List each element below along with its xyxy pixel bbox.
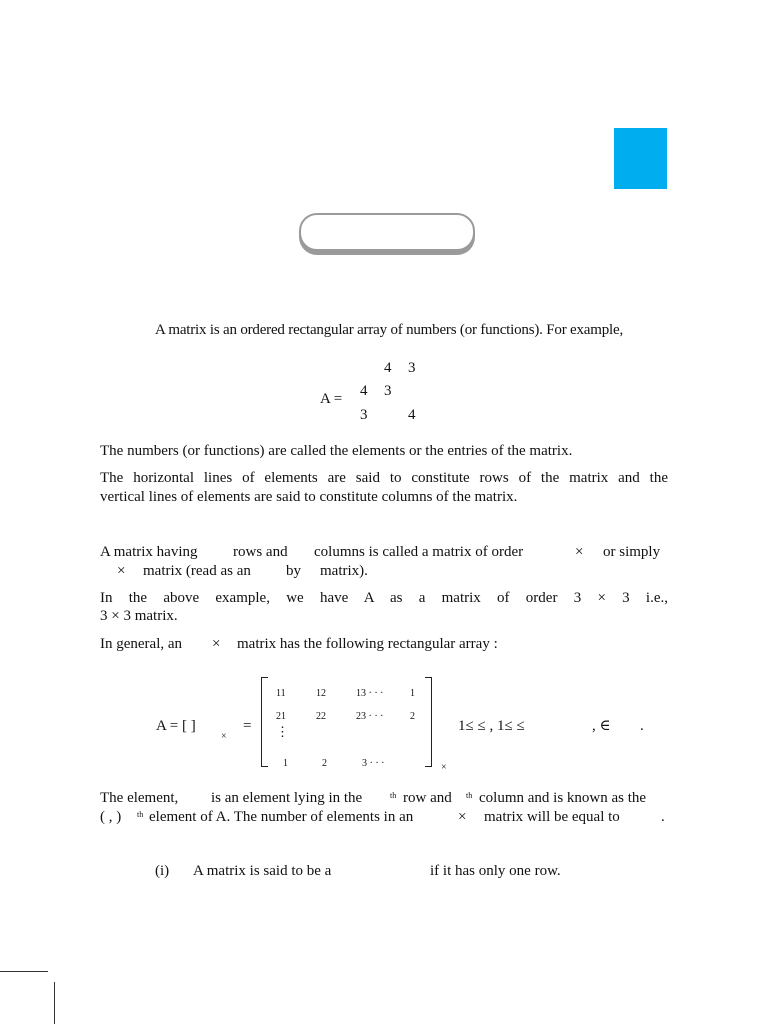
intro-text: A matrix is an ordered rectangular array of numbers (or functions). For example,	[155, 322, 623, 338]
order-text: A matrix having	[100, 544, 198, 560]
index-condition: , ∈	[592, 718, 611, 734]
element-text: matrix will be equal to	[484, 809, 620, 825]
general-matrix-lhs-subscript: ×	[221, 731, 227, 742]
general-text: In general, an	[100, 636, 183, 652]
list-item-text: A matrix is said to be a	[193, 863, 332, 879]
superscript-th: th	[466, 791, 473, 800]
index-condition: 1≤ ≤ , 1≤ ≤	[458, 718, 525, 734]
example-cell: 3	[360, 407, 368, 423]
element-text: .	[661, 809, 665, 825]
times-symbol: ×	[117, 563, 126, 579]
matrix-entry: 13 · · ·	[356, 688, 384, 699]
matrix-entry: 3 · · ·	[362, 758, 385, 769]
example-cell: 3	[408, 360, 416, 376]
general-matrix-equals: =	[243, 718, 252, 734]
element-text: element of A. The number of elements in an	[149, 809, 414, 825]
example-order-line2: 3 × 3 matrix.	[100, 608, 178, 624]
matrix-left-bracket	[261, 677, 268, 767]
chapter-tab	[614, 128, 667, 189]
order-text: or simply	[603, 544, 661, 560]
example-cell: 4	[360, 383, 368, 399]
example-cell: 4	[408, 407, 416, 423]
example-cell: 3	[384, 383, 392, 399]
example-order-line1: In the above example, we have A as a matrix of order 3 × 3 i.e.,	[100, 590, 668, 606]
element-text: column and is known as the	[479, 790, 647, 806]
matrix-entry: 22	[316, 711, 326, 722]
matrix-entry: 12	[316, 688, 326, 699]
order-text: matrix).	[320, 563, 368, 579]
order-text: rows and	[233, 544, 288, 560]
matrix-entry: 2	[322, 758, 327, 769]
example-label: A =	[320, 391, 343, 407]
paragraph-rows-line1: The horizontal lines of elements are said to constitute rows of the matrix and the	[100, 470, 668, 486]
index-condition: .	[640, 718, 644, 734]
superscript-th: th	[137, 810, 144, 819]
matrix-entry: 1	[410, 688, 415, 699]
matrix-entry: 11	[276, 688, 286, 699]
superscript-th: th	[390, 791, 397, 800]
paragraph-rows-line2: vertical lines of elements are said to constitute columns of the matrix.	[100, 489, 518, 505]
order-text: columns is called a matrix of order	[314, 544, 524, 560]
general-matrix-lhs: A = [ ]	[156, 718, 196, 734]
matrix-entry: 23 · · ·	[356, 711, 384, 722]
chapter-title-box	[299, 213, 475, 251]
times-symbol: ×	[575, 544, 584, 560]
footer-vertical-rule	[54, 982, 55, 1024]
footer-rule	[0, 971, 48, 972]
element-text: is an element lying in the	[211, 790, 363, 806]
list-item-text: if it has only one row.	[430, 863, 561, 879]
order-text: by	[286, 563, 301, 579]
list-item-number: (i)	[155, 863, 170, 879]
example-cell: 4	[384, 360, 392, 376]
times-symbol: ×	[212, 636, 221, 652]
paragraph-elements: The numbers (or functions) are called the elements or the entries of the matrix.	[100, 443, 573, 459]
matrix-entry: 21	[276, 711, 286, 722]
times-symbol: ×	[458, 809, 467, 825]
element-text: row and	[403, 790, 452, 806]
matrix-outer-subscript: ×	[441, 762, 447, 773]
matrix-entry: 2	[410, 711, 415, 722]
element-text: The element,	[100, 790, 179, 806]
matrix-right-bracket	[425, 677, 432, 767]
vertical-dots: ⋮	[276, 724, 289, 739]
element-text: ( , )	[100, 809, 122, 825]
general-text: matrix has the following rectangular array :	[237, 636, 498, 652]
matrix-entry: 1	[283, 758, 288, 769]
order-text: matrix (read as an	[143, 563, 251, 579]
